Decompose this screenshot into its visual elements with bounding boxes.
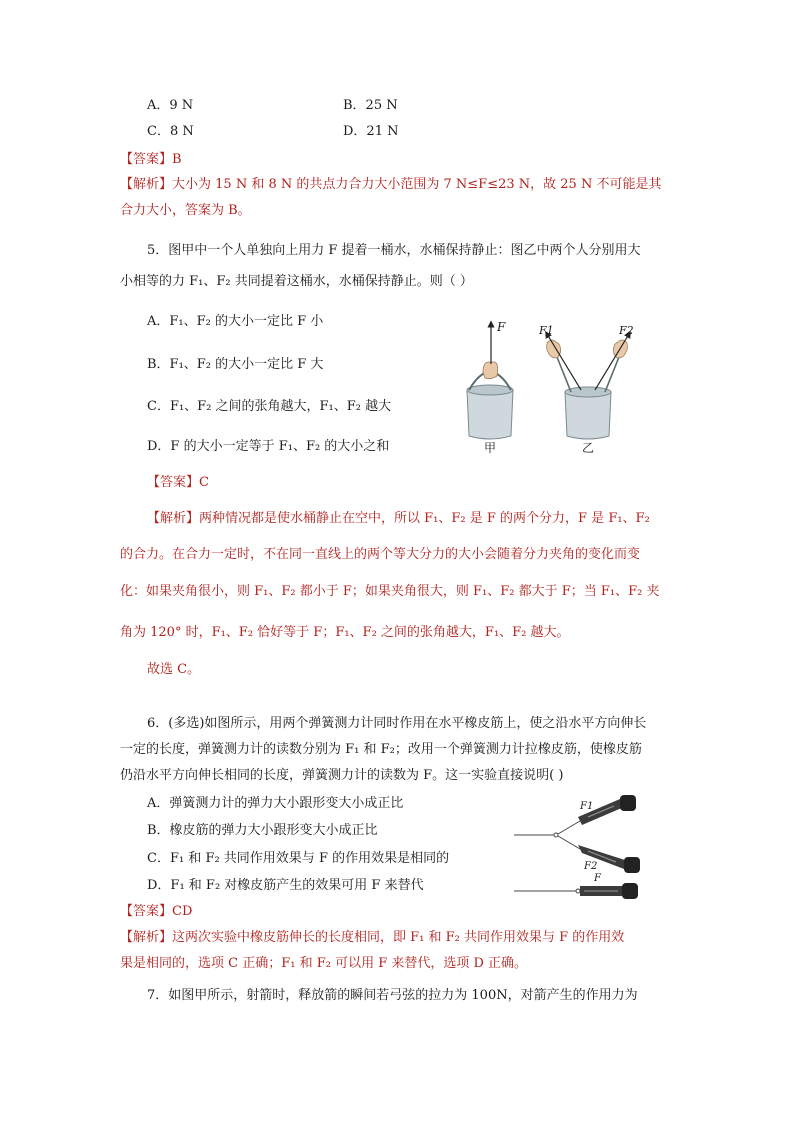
q6-option-a: A．弹簧测力计的弹力大小跟形变大小成正比 [147,796,404,811]
q6-stem-line3: 仍沿水平方向伸长相同的长度，弹簧测力计的读数为 F。这一实验直接说明( ) [120,768,564,783]
q6-option-c: C．F₁ 和 F₂ 共同作用效果与 F 的作用效果是相同的 [147,851,450,866]
q4-option-c: C．8 N [147,124,194,139]
answer-value: B [172,152,182,167]
analysis-text: 这两次实验中橡皮筋伸长的长度相同，即 F₁ 和 F₂ 共同作用效果与 F 的作用效 [172,930,625,945]
q5-answer [147,474,209,492]
figure-label-F2: F2 [619,324,634,337]
q4-answer [120,151,182,169]
q6-stem-line2: 一定的长度，弹簧测力计的读数分别为 F₁ 和 F₂；改用一个弹簧测力计拉橡皮筋，使橡皮筋 [120,742,642,757]
bucket-left [467,324,513,439]
q5-analysis-line1 [147,510,650,528]
analysis-tag: 【解析】 [120,177,173,192]
q5-stem-line2: 小相等的力 F₁、F₂ 共同提着这桶水，水桶保持静止。则（ ） [120,274,473,289]
q5-option-c: C．F₁、F₂ 之间的张角越大，F₁、F₂ 越大 [147,399,392,414]
q5-option-d: D．F 的大小一定等于 F₁、F₂ 的大小之和 [147,439,390,454]
q6-option-b: B．橡皮筋的弹力大小跟形变大小成正比 [147,823,378,838]
figure-label-F: F [594,873,601,884]
analysis-tag: 【解析】 [147,511,200,526]
q5-analysis-line4: 角为 120° 时，F₁、F₂ 恰好等于 F；F₁、F₂ 之间的张角越大，F₁、F₂ 越大。 [120,625,570,640]
answer-tag: 【答案】 [120,152,173,167]
analysis-tag: 【解析】 [120,930,173,945]
spring-scale-figure [510,795,640,903]
analysis-text: 两种情况都是使水桶静止在空中，所以 F₁、F₂ 是 F 的两个分力，F 是 F₁、F₂ [199,511,650,526]
spring-scale-f [580,883,638,899]
figure-caption-left: 甲 [484,441,497,455]
q4-analysis-line2: 合力大小，答案为 B。 [120,203,251,218]
figure-label-F2: F2 [584,861,598,872]
q5-stem-line1: 5．图甲中一个人单独向上用力 F 提着一桶水，水桶保持静止：图乙中两个人分别用大 [147,243,641,258]
answer-value: CD [172,904,193,919]
q6-option-d: D．F₁ 和 F₂ 对橡皮筋产生的效果可用 F 来替代 [147,878,424,893]
force-arrow-F1 [547,334,581,390]
answer-tag: 【答案】 [147,475,200,490]
bucket-right [547,334,629,439]
analysis-text: 大小为 15 N 和 8 N 的共点力合力大小范围为 7 N≤F≤23 N，故 25 N 不可能是其 [172,177,662,192]
q5-analysis-line3: 化：如果夹角很小，则 F₁、F₂ 都小于 F；如果夹角很大，则 F₁、F₂ 都大于 F；当 F₁、F₂ 夹 [120,584,660,599]
figure-caption-right: 乙 [582,441,595,455]
figure-label-F1: F1 [539,324,554,337]
answer-tag: 【答案】 [120,904,173,919]
q6-stem-line1: 6．(多选)如图所示，用两个弹簧测力计同时作用在水平橡皮筋上，使之沿水平方向伸长 [147,716,647,731]
q5-conclusion: 故选 C。 [147,662,201,677]
q5-analysis-line2: 的合力。在合力一定时，不在同一直线上的两个等大分力的大小会随着分力夹角的变化而变 [120,547,641,562]
force-arrow-F2 [595,334,629,390]
q5-option-b: B．F₁、F₂ 的大小一定比 F 大 [147,357,324,372]
figure-label-F1: F1 [580,801,594,812]
q4-option-d: D．21 N [343,124,399,139]
q5-option-a: A．F₁、F₂ 的大小一定比 F 小 [147,314,324,329]
q6-answer [120,903,192,921]
spring-scale-figure-svg [510,795,640,903]
answer-value: C [199,475,209,490]
bucket-figure-svg [455,318,655,458]
q4-option-b: B．25 N [343,98,398,113]
q4-analysis-line1 [120,176,661,194]
q6-analysis-line2: 果是相同的，选项 C 正确；F₁ 和 F₂ 可以用 F 来替代，选项 D 正确。 [120,956,528,971]
q4-option-a: A．9 N [147,98,194,113]
bucket-figure [455,318,655,458]
q7-stem-line1: 7．如图甲所示，射箭时，释放箭的瞬间若弓弦的拉力为 100N，对箭产生的作用力为 [147,988,638,1003]
figure-label-F: F [497,320,506,334]
q6-analysis-line1 [120,929,624,947]
